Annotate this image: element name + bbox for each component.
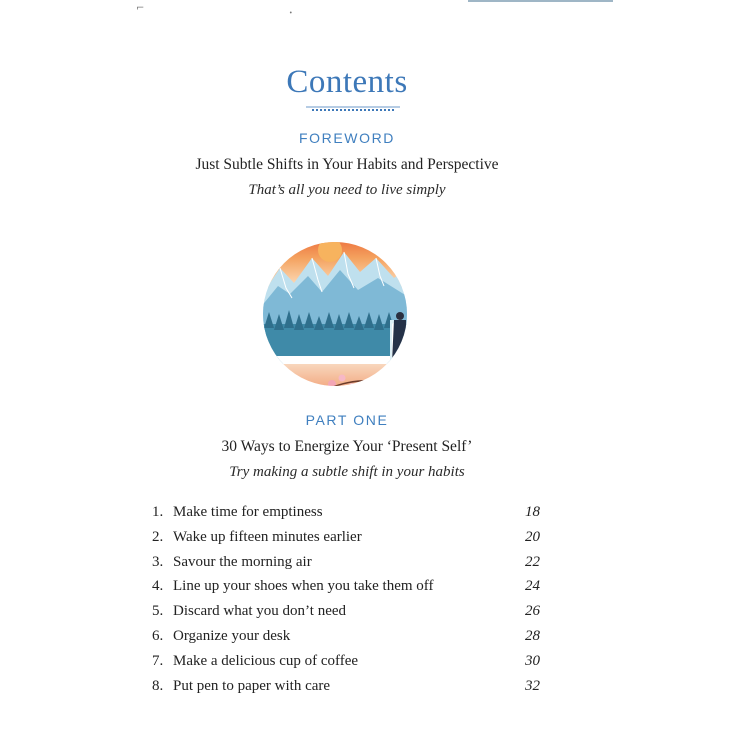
scan-mark: ⌐	[136, 3, 145, 14]
foreword-label: FOREWORD	[298, 130, 395, 146]
toc-number: 7.	[152, 652, 164, 669]
foreword-subheading: That’s all you need to live simply	[248, 182, 446, 198]
scan-edge-line	[468, 0, 613, 2]
toc-title: Line up your shoes when you take them off	[173, 578, 434, 595]
title-underline	[306, 106, 400, 112]
toc-entry[interactable]	[148, 674, 544, 699]
toc-page-number: 28	[525, 627, 540, 644]
toc-number: 5.	[152, 603, 164, 620]
toc-title: Make a delicious cup of coffee	[173, 652, 359, 669]
toc-page-number: 32	[525, 677, 540, 694]
scan-mark: •	[289, 10, 293, 17]
toc-number: 2.	[152, 528, 164, 545]
toc-number: 4.	[152, 578, 164, 595]
toc-title: Savour the morning air	[173, 553, 312, 570]
mountain-landscape-illustration	[260, 228, 410, 398]
toc-page-number: 22	[525, 553, 540, 570]
toc-title: Make time for emptiness	[173, 504, 323, 520]
toc-entry[interactable]	[148, 550, 544, 575]
part-one-label: PART ONE	[305, 412, 389, 428]
toc-page-number: 18	[525, 504, 540, 520]
toc-page-number: 20	[525, 528, 540, 545]
toc-title: Discard what you don’t need	[173, 603, 347, 620]
toc-number: 8.	[152, 677, 164, 694]
toc-number: 1.	[152, 504, 164, 520]
foreword-heading: Just Subtle Shifts in Your Habits and Perspective	[195, 156, 499, 173]
toc-page-number: 26	[525, 603, 540, 620]
toc-entry[interactable]	[148, 525, 544, 550]
toc-entry[interactable]	[148, 500, 544, 525]
part-one-heading: 30 Ways to Energize Your ‘Present Self’	[221, 438, 473, 455]
toc-entry[interactable]	[148, 574, 544, 599]
toc-number: 6.	[152, 627, 164, 644]
part-one-subheading: Try making a subtle shift in your habits	[229, 464, 465, 480]
toc-entry[interactable]	[148, 624, 544, 649]
toc-page-number: 30	[525, 652, 540, 669]
table-of-contents	[148, 500, 544, 698]
toc-title: Put pen to paper with care	[173, 677, 331, 694]
toc-entry[interactable]	[148, 599, 544, 624]
toc-title: Wake up fifteen minutes earlier	[173, 528, 362, 545]
toc-title: Organize your desk	[173, 627, 291, 644]
toc-page-number: 24	[525, 578, 540, 595]
toc-number: 3.	[152, 553, 164, 570]
page-title: Contents	[286, 64, 408, 100]
toc-entry[interactable]	[148, 649, 544, 674]
